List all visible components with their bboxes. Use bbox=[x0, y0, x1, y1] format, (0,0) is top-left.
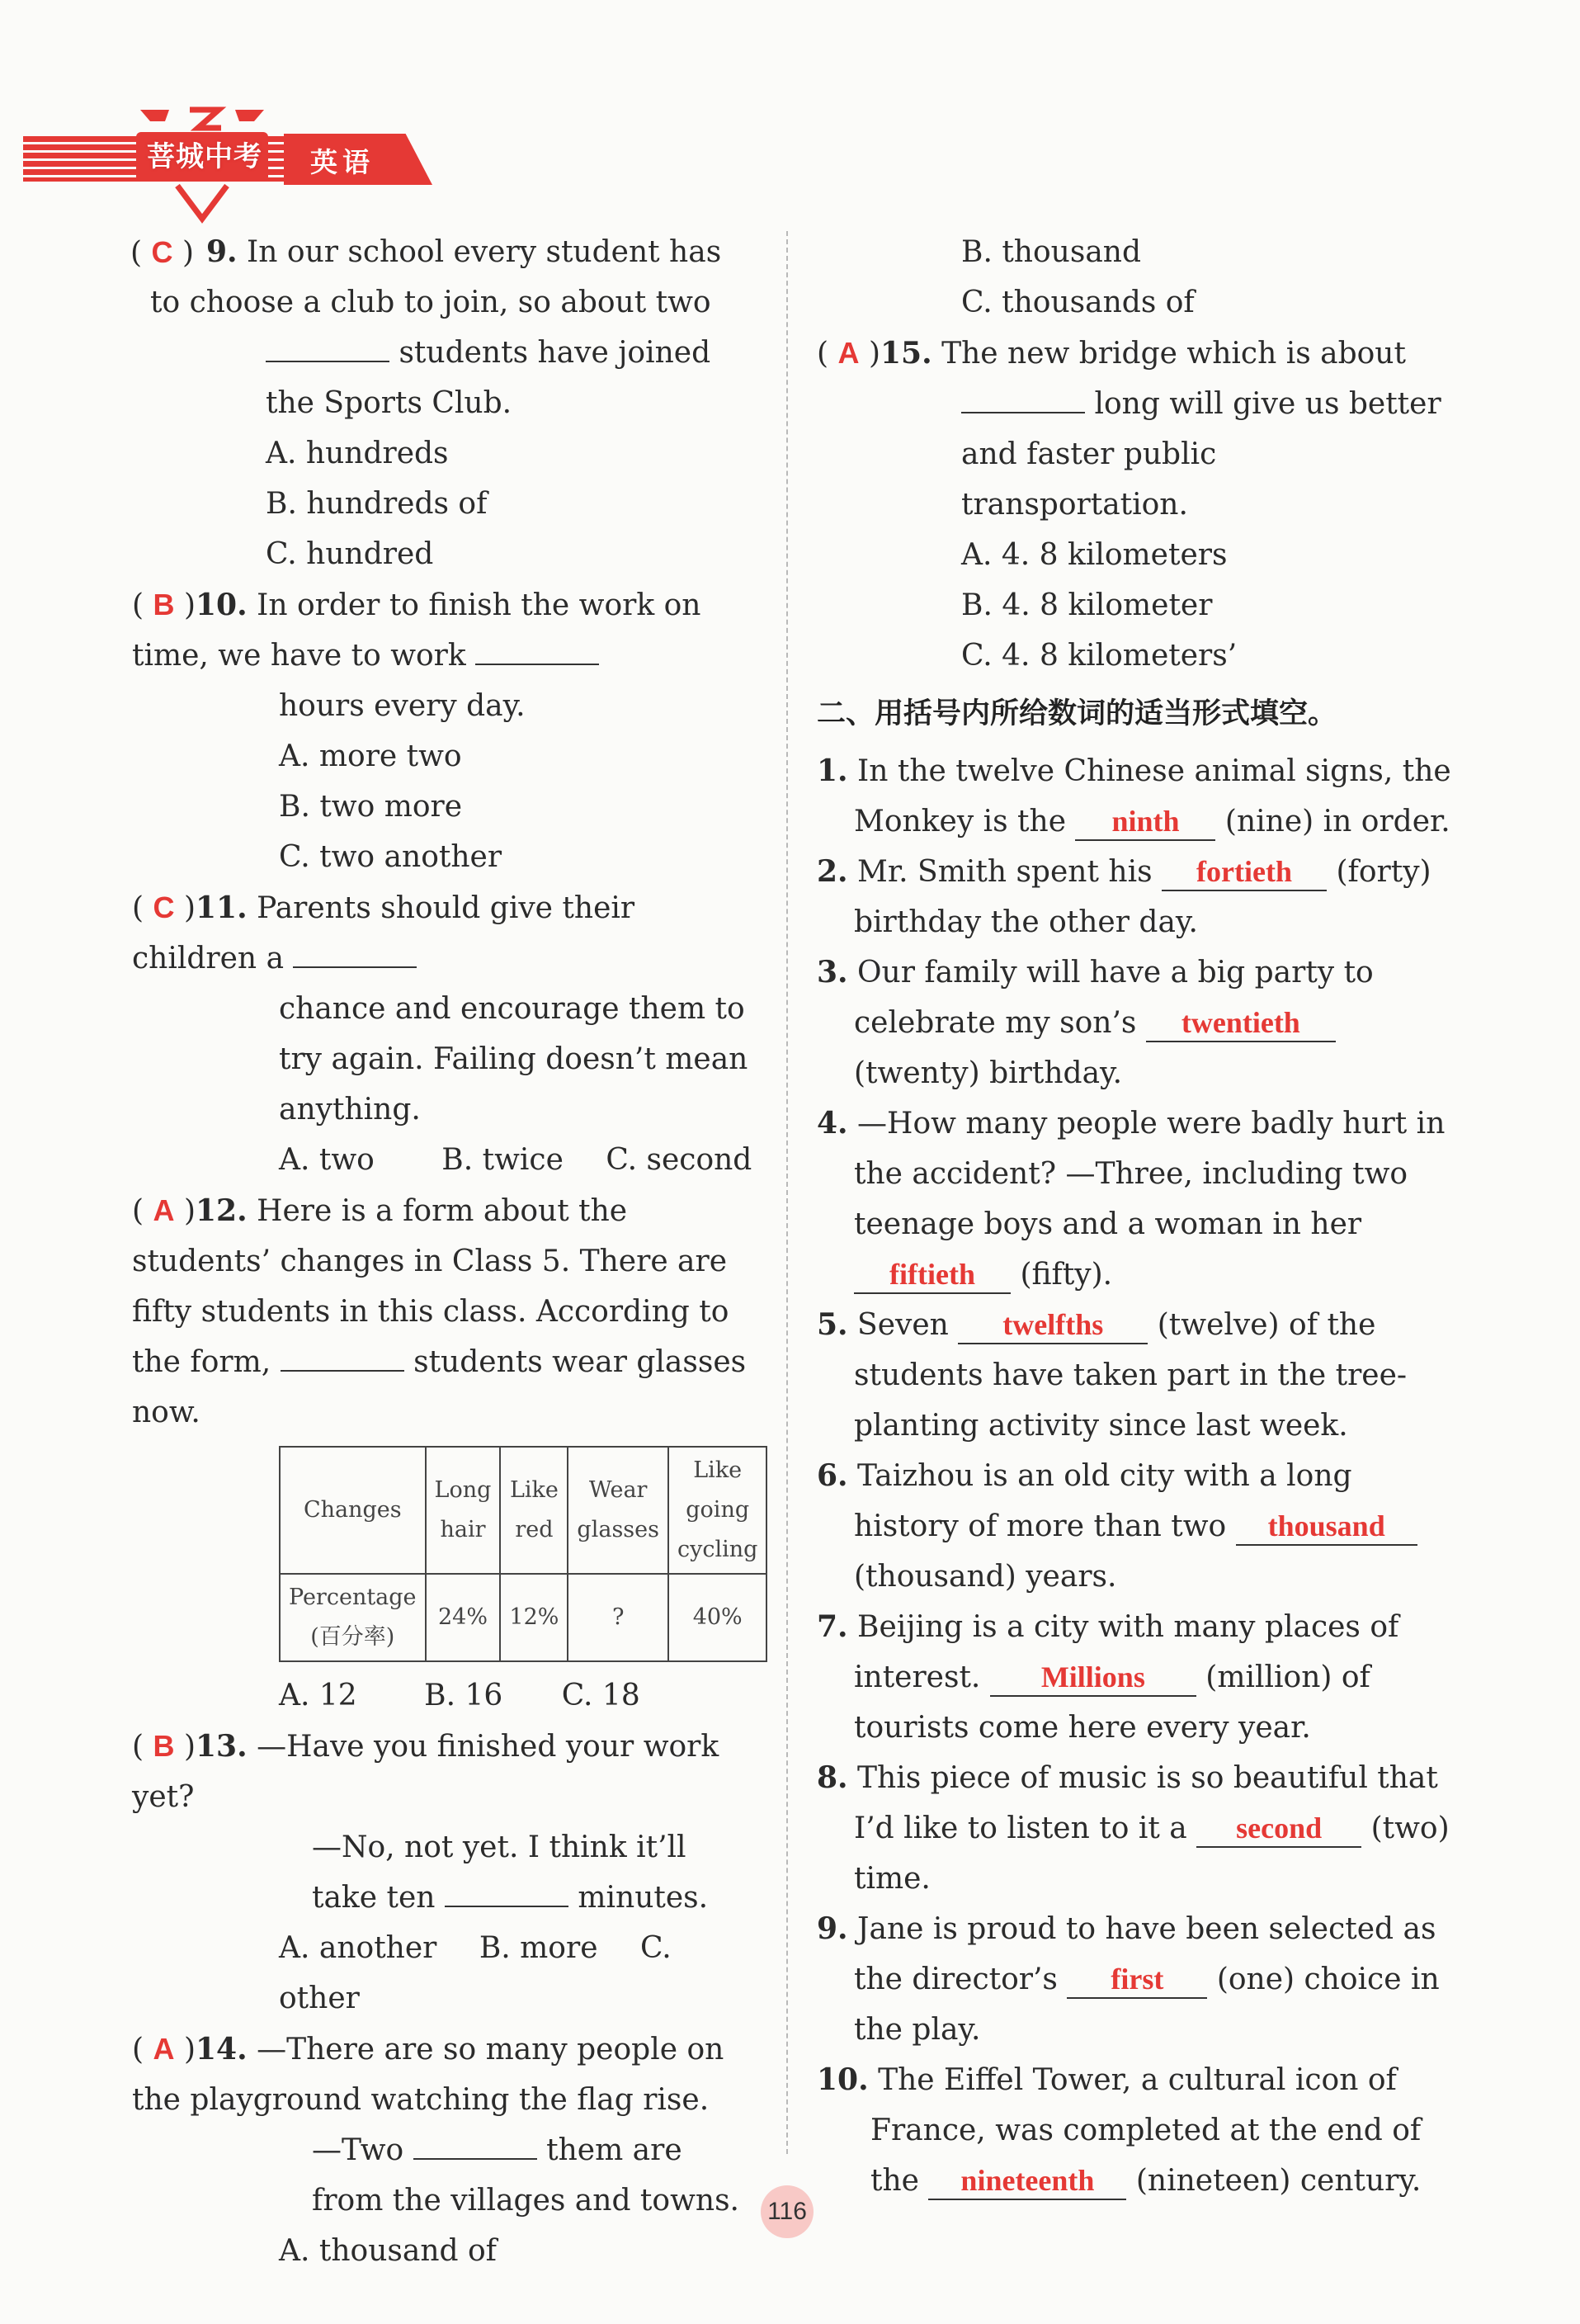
qnum-13: 13. bbox=[196, 1729, 248, 1764]
q14-line2b: them are from the villages and towns. bbox=[312, 2133, 739, 2218]
question-15: ( A )15. The new bridge which is about bbox=[817, 336, 1406, 371]
fill-post-4: (fifty). bbox=[1020, 1258, 1113, 1292]
subject-label: 英语 bbox=[310, 146, 375, 178]
qnum-9: 9. bbox=[206, 234, 238, 269]
table-header-changes: Changes bbox=[280, 1447, 426, 1574]
blank-13[interactable] bbox=[445, 1873, 568, 1907]
blank-15[interactable] bbox=[961, 379, 1085, 413]
fill-num-5: 5. bbox=[817, 1307, 848, 1342]
q13-option-a[interactable]: A. another bbox=[279, 1931, 437, 1965]
fill-pre-6: Taizhou is an old city with a long history of more than two bbox=[854, 1459, 1352, 1543]
fill-item-8 bbox=[817, 1753, 1452, 1904]
blank-11[interactable] bbox=[293, 933, 417, 968]
q11-text: Parents should give their children a bbox=[132, 891, 635, 975]
question-12: ( A )12. Here is a form about the students’ changes in Class 5. There are fifty students in this class. According to the form, students wear glasses now. bbox=[132, 1193, 747, 1429]
fill-answer-4[interactable]: fiftieth bbox=[854, 1256, 1011, 1294]
table-header-cycling: Like going cycling bbox=[668, 1447, 766, 1574]
fill-pre-3: Our family will have a big party to celebrate my son’s bbox=[854, 956, 1374, 1040]
fill-item-1 bbox=[817, 746, 1452, 847]
fill-item-6 bbox=[817, 1451, 1452, 1602]
fill-answer-5[interactable]: twelfths bbox=[958, 1306, 1148, 1344]
question-11: ( C )11. Parents should give their children a bbox=[132, 890, 635, 975]
q10-text2: hours every day. bbox=[279, 689, 526, 723]
q12-option-c[interactable]: C. 18 bbox=[561, 1679, 640, 1712]
brand-logo-text: 菩城中考 bbox=[147, 140, 262, 173]
q14-line1: —There are so many people on the playground watching the flag rise. bbox=[132, 2033, 724, 2117]
answer-13: B bbox=[153, 1729, 175, 1763]
fill-answer-6[interactable]: thousand bbox=[1236, 1508, 1417, 1546]
q13-option-c[interactable]: C. other bbox=[279, 1931, 672, 2015]
fill-answer-8[interactable]: second bbox=[1196, 1810, 1361, 1848]
fill-num-9: 9. bbox=[817, 1911, 848, 1946]
fill-pre-1: In the twelve Chinese animal signs, the Monkey is the bbox=[854, 754, 1451, 838]
fill-num-1: 1. bbox=[817, 753, 848, 788]
q10-text: In order to finish the work on time, we have to work bbox=[132, 588, 701, 673]
table-cell-wear-glasses: ? bbox=[568, 1574, 668, 1661]
q9-text: In our school every student has to choose a club to join, so about two bbox=[150, 235, 722, 319]
qnum-11: 11. bbox=[196, 890, 248, 925]
fill-post-1: (nine) in order. bbox=[1224, 805, 1450, 838]
fill-num-8: 8. bbox=[817, 1760, 848, 1795]
q14-option-b[interactable]: B. thousand bbox=[961, 235, 1142, 269]
answer-15: A bbox=[837, 336, 860, 370]
fill-post-6: (thousand) years. bbox=[854, 1560, 1117, 1594]
fill-num-6: 6. bbox=[817, 1458, 848, 1493]
fill-post-10: (nineteen) century. bbox=[1135, 2164, 1422, 2198]
section-title: 二、用括号内所给数词的适当形式填空。 bbox=[817, 697, 1337, 730]
question-10: ( B )10. In order to finish the work on time, we have to work bbox=[132, 588, 701, 673]
q15-option-b[interactable]: B. 4. 8 kilometer bbox=[961, 588, 1213, 622]
question-14: ( A )14. —There are so many people on the playground watching the flag rise. bbox=[132, 2032, 724, 2117]
q14-option-a[interactable]: A. thousand of bbox=[279, 2234, 498, 2268]
fill-item-5 bbox=[817, 1300, 1452, 1451]
fill-answer-9[interactable]: first bbox=[1067, 1961, 1207, 1999]
q11-option-a[interactable]: A. two bbox=[279, 1143, 375, 1177]
fill-pre-9: Jane is proud to have been selected as the director’s bbox=[854, 1912, 1436, 1996]
q9-option-b[interactable]: B. hundreds of bbox=[266, 487, 488, 521]
table-row-percentage: Percentage (百分率) bbox=[280, 1574, 426, 1661]
answer-14: A bbox=[153, 2032, 175, 2066]
fill-answer-1[interactable]: ninth bbox=[1075, 803, 1215, 841]
fill-answer-7[interactable]: Millions bbox=[990, 1659, 1196, 1697]
left-column bbox=[132, 227, 759, 2276]
changes-table bbox=[279, 1446, 767, 1662]
answer-12: A bbox=[153, 1193, 175, 1227]
q13-option-b[interactable]: B. more bbox=[479, 1931, 598, 1965]
qnum-10: 10. bbox=[196, 588, 248, 622]
fill-pre-5: Seven bbox=[857, 1308, 949, 1342]
q12-option-a[interactable]: A. 12 bbox=[279, 1679, 357, 1712]
q15-text2: long will give us better and faster public transportation. bbox=[961, 387, 1441, 522]
q13-line1: —Have you finished your work yet? bbox=[132, 1730, 719, 1814]
q13-line2b: minutes. bbox=[578, 1881, 709, 1915]
blank-9[interactable] bbox=[266, 328, 389, 362]
table-header-wear-glasses: Wear glasses bbox=[568, 1447, 668, 1574]
qnum-15: 15. bbox=[880, 336, 932, 371]
q15-option-c[interactable]: C. 4. 8 kilometers’ bbox=[961, 639, 1238, 673]
answer-11: C bbox=[153, 890, 175, 924]
fill-item-3 bbox=[817, 947, 1452, 1098]
fill-pre-4: —How many people were badly hurt in the accident? —Three, including two teenage boys and a woman in her bbox=[854, 1107, 1446, 1241]
page-number: 116 bbox=[761, 2185, 814, 2238]
fill-num-10: 10. bbox=[817, 2062, 869, 2097]
q10-option-b[interactable]: B. two more bbox=[279, 790, 463, 824]
fill-num-4: 4. bbox=[817, 1106, 848, 1141]
table-cell-like-red: 12% bbox=[500, 1574, 568, 1661]
q11-option-c[interactable]: C. second bbox=[606, 1143, 752, 1177]
q12-option-b[interactable]: B. 16 bbox=[424, 1679, 503, 1712]
fill-item-7 bbox=[817, 1602, 1452, 1753]
q9-text2: students have joined the Sports Club. bbox=[266, 336, 711, 420]
blank-10[interactable] bbox=[475, 631, 599, 665]
q10-option-c[interactable]: C. two another bbox=[279, 840, 502, 874]
column-divider bbox=[786, 231, 788, 2154]
question-9: ( C ) 9. In our school every student has to choose a club to join, so about two bbox=[130, 234, 722, 319]
fill-post-7: (million) of tourists come here every year. bbox=[854, 1660, 1370, 1745]
fill-item-9 bbox=[817, 1904, 1452, 2055]
fill-num-2: 2. bbox=[817, 854, 848, 889]
fill-post-5: (twelve) of the students have taken part in the tree-planting activity since last week. bbox=[854, 1308, 1408, 1443]
fill-post-8: (two) time. bbox=[854, 1811, 1450, 1896]
q9-option-a[interactable]: A. hundreds bbox=[266, 437, 449, 470]
fill-pre-8: This piece of music is so beautiful that I’d like to listen to it a bbox=[854, 1761, 1438, 1845]
fill-post-9: (one) choice in the play. bbox=[854, 1963, 1440, 2047]
q14-line2a: —Two bbox=[312, 2133, 404, 2167]
blank-14[interactable] bbox=[413, 2125, 537, 2160]
q9-option-c[interactable]: C. hundred bbox=[266, 537, 434, 571]
q12-text2: students wear glasses now. bbox=[132, 1345, 747, 1429]
fill-num-3: 3. bbox=[817, 955, 848, 990]
fill-item-10 bbox=[817, 2055, 1452, 2206]
fill-answer-3[interactable]: twentieth bbox=[1146, 1004, 1336, 1042]
q12-text: Here is a form about the students’ changes in Class 5. There are fifty students in this class. According to the form, bbox=[132, 1194, 729, 1379]
fill-item-4 bbox=[817, 1098, 1452, 1300]
q14-option-c[interactable]: C. thousands of bbox=[961, 286, 1195, 319]
fill-answer-2[interactable]: fortieth bbox=[1162, 853, 1327, 891]
fill-answer-10[interactable]: nineteenth bbox=[928, 2162, 1126, 2200]
fill-post-2: (forty) birthday the other day. bbox=[854, 855, 1431, 939]
q13-line2a: —No, not yet. I think it’ll take ten bbox=[312, 1830, 686, 1915]
fill-pre-2: Mr. Smith spent his bbox=[857, 855, 1153, 889]
table-header-like-red: Like red bbox=[500, 1447, 568, 1574]
question-13: ( B )13. —Have you finished your work yet? bbox=[132, 1729, 719, 1814]
qnum-12: 12. bbox=[196, 1193, 248, 1228]
answer-9: C bbox=[151, 235, 173, 269]
answer-10: B bbox=[153, 588, 175, 621]
q15-text: The new bridge which is about bbox=[941, 337, 1406, 371]
table-cell-long-hair: 24% bbox=[426, 1574, 501, 1661]
fill-pre-10: The Eiffel Tower, a cultural icon of France, was completed at the end of the bbox=[870, 2063, 1422, 2198]
fill-post-3: (twenty) birthday. bbox=[854, 1056, 1123, 1090]
q11-option-b[interactable]: B. twice bbox=[441, 1143, 564, 1177]
table-cell-cycling: 40% bbox=[668, 1574, 766, 1661]
blank-12[interactable] bbox=[281, 1337, 404, 1372]
fill-pre-7: Beijing is a city with many places of interest. bbox=[854, 1610, 1399, 1694]
fill-num-7: 7. bbox=[817, 1609, 848, 1644]
q11-text2: chance and encourage them to try again. Failing doesn’t mean anything. bbox=[279, 992, 748, 1127]
q10-option-a[interactable]: A. more two bbox=[279, 739, 462, 773]
q15-option-a[interactable]: A. 4. 8 kilometers bbox=[961, 538, 1228, 572]
table-header-long-hair: Long hair bbox=[426, 1447, 501, 1574]
qnum-14: 14. bbox=[196, 2032, 248, 2067]
right-column bbox=[817, 227, 1452, 2206]
fill-item-2 bbox=[817, 847, 1452, 947]
